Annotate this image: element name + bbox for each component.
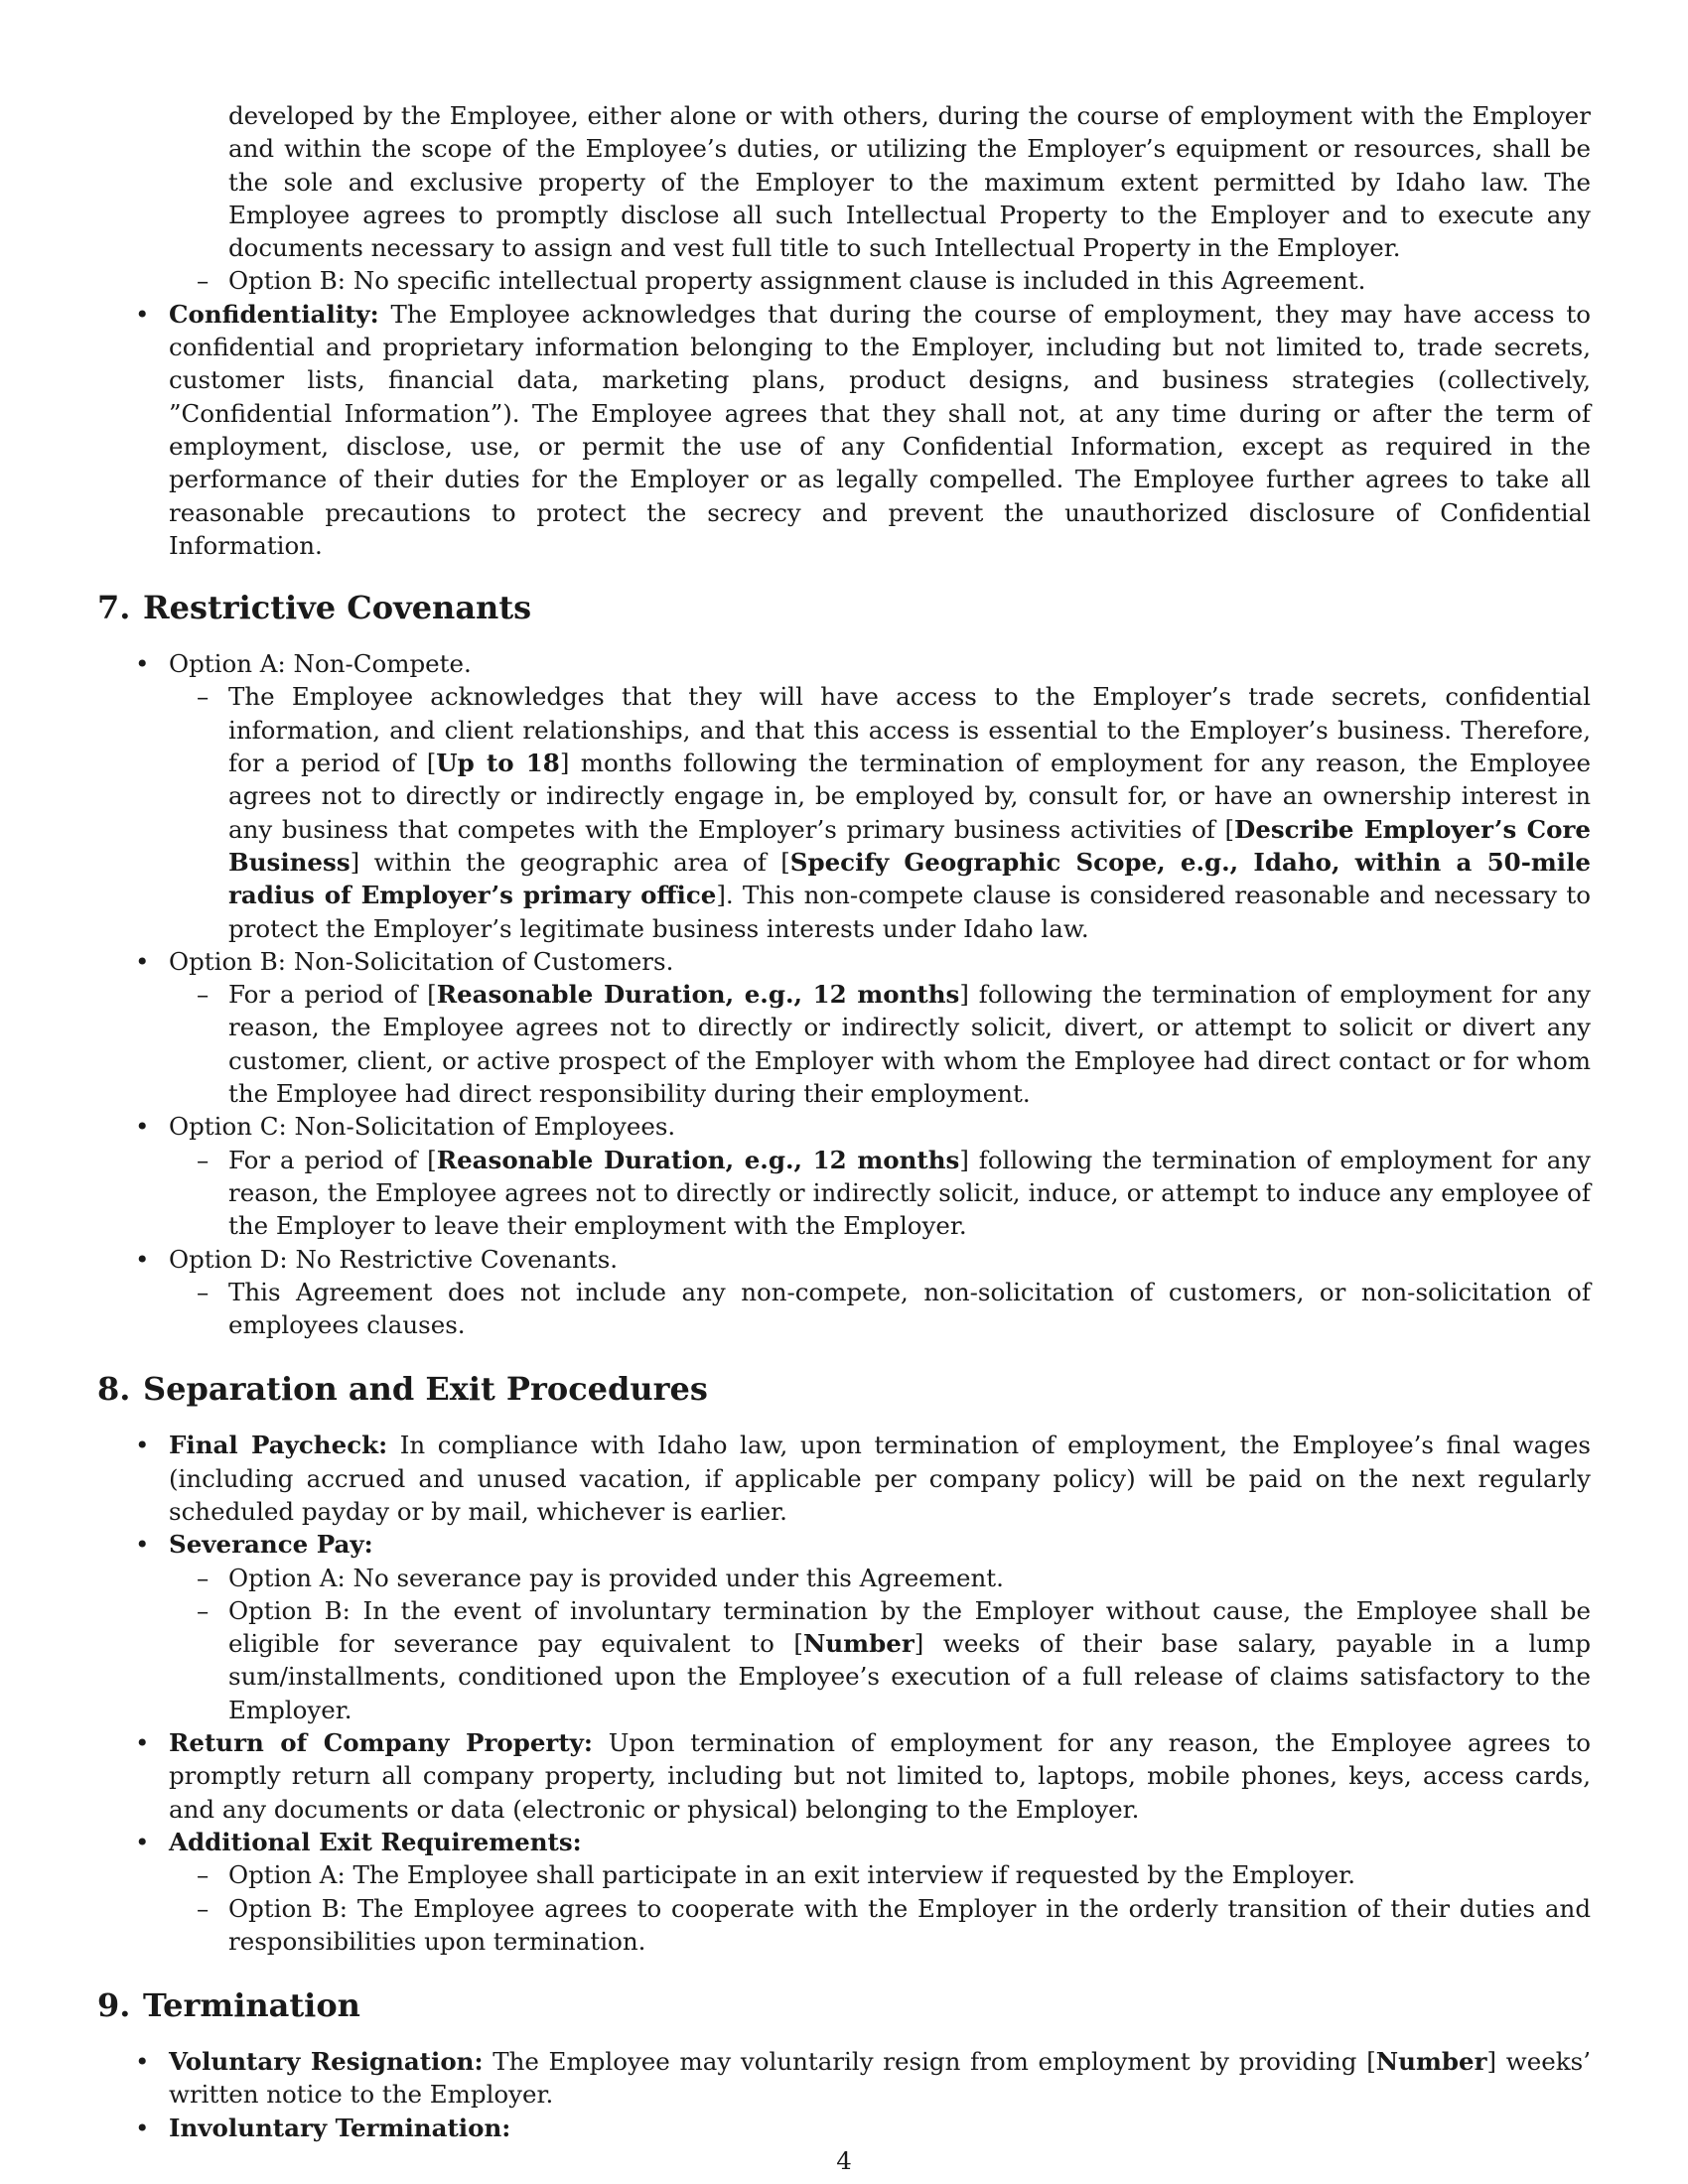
nonsolicit-employees-option: [97, 1110, 1591, 1143]
clause-text: Option B: The Employee agrees to cooperate with the Employer in the orderly transition of their duties and responsibilities upon termination.: [228, 1893, 1591, 1956]
ip-option-b: [97, 264, 1591, 297]
clause-text: ]. This non-compete clause is considered reasonable and necessary to protect the Employer’s legitimate business interests under Idaho law.: [228, 881, 1591, 943]
dash-marker: –: [197, 1893, 210, 1923]
dash-marker: –: [197, 1860, 210, 1890]
voluntary-resignation-item: [97, 2045, 1591, 2112]
confidentiality-label: Confidentiality:: [169, 299, 379, 329]
no-covenants-option: [97, 1243, 1591, 1276]
severance-option-b: [97, 1594, 1591, 1726]
clause-text: The Employee may voluntarily resign from employment by providing [: [483, 2047, 1376, 2077]
bullet-marker: •: [135, 649, 150, 679]
nonsolicit-customers-option: [97, 945, 1591, 978]
section-number: 8.: [97, 1370, 131, 1409]
document-page: [97, 99, 1591, 2144]
section-number: 7.: [97, 589, 131, 627]
page-number: 4: [836, 2146, 852, 2175]
noncompete-clause: [97, 680, 1591, 944]
voluntary-resignation-label: Voluntary Resignation:: [169, 2047, 484, 2077]
dash-marker: –: [197, 1277, 210, 1306]
option-label: Option C: Non-Solicitation of Employees.: [169, 1112, 676, 1142]
bullet-marker: •: [135, 1112, 150, 1142]
severance-item: [97, 1528, 1591, 1561]
section-heading-7: [97, 588, 1591, 627]
clause-text: For a period of [: [228, 1145, 437, 1174]
final-paycheck-label: Final Paycheck:: [169, 1431, 388, 1460]
nonsolicit-employees-clause: [97, 1144, 1591, 1243]
clause-text: ] weeks’ written notice to the Employer.: [169, 2047, 1591, 2110]
bullet-marker: •: [135, 299, 150, 329]
ip-option-a-continued: developed by the Employee, either alone or with others, during the course of employment with the Employer and within the scope of the Employee’s duties, or utilizing the Employer’s equipment or resources, shall be the sole and exclusive property of the Employer to the maximum extent permitted by Idaho law. The Employee agrees to promptly disclose all such Intellectual Property to the Employer and to execute any documents necessary to assign and vest full title to such Intellectual Property in the Employer.: [228, 101, 1591, 263]
involuntary-termination-item: [97, 2112, 1591, 2144]
section-title: Restrictive Covenants: [143, 589, 532, 627]
confidentiality-item: [97, 298, 1591, 562]
bullet-marker: •: [135, 1431, 150, 1460]
option-label: Option B: Non-Solicitation of Customers.: [169, 946, 674, 976]
bullet-marker: •: [135, 2113, 150, 2142]
section-title: Termination: [143, 1986, 360, 2025]
option-label: Option D: No Restrictive Covenants.: [169, 1244, 619, 1274]
clause-text: Option B: In the event of involuntary termination by the Employer without cause, the Employee shall be eligible for severance pay equivalent to [: [228, 1595, 1591, 1659]
dash-marker: –: [197, 1563, 210, 1592]
section-heading-8: [97, 1369, 1591, 1409]
severance-option-a: [97, 1562, 1591, 1594]
final-paycheck-text: In compliance with Idaho law, upon termination of employment, the Employee’s final wages (including accrued and unused vacation, if applicable per company policy) will be paid on the next regularly scheduled payday or by mail, whichever is earlier.: [169, 1431, 1591, 1526]
dash-marker: –: [197, 1595, 210, 1625]
placeholder-duration: Up to 18: [436, 749, 560, 778]
placeholder-duration: Reasonable Duration, e.g., 12 months: [436, 1145, 960, 1174]
ip-option-b-text: Option B: No specific intellectual property assignment clause is included in this Agreement.: [228, 266, 1366, 296]
exit-requirements-label: Additional Exit Requirements:: [169, 1827, 582, 1856]
involuntary-termination-label: Involuntary Termination:: [169, 2113, 511, 2142]
exit-requirements-item: [97, 1826, 1591, 1858]
dash-marker: –: [197, 682, 210, 712]
section-number: 9.: [97, 1986, 131, 2025]
placeholder-core-business: Describe Employer’s Core Business: [228, 814, 1592, 877]
option-label: Option A: Non-Compete.: [169, 649, 472, 679]
clause-text: ] weeks of their base salary, payable in a lump sum/installments, conditioned upon the Employee’s execution of a full release of claims satisfactory to the Employer.: [228, 1629, 1592, 1724]
placeholder-geographic-scope: Specify Geographic Scope, e.g., Idaho, within a 50-mile radius of Employer’s primary office: [228, 847, 1591, 910]
clause-text: ] following the termination of employment for any reason, the Employee agrees not to directly or indirectly solicit, divert, or attempt to solicit or divert any customer, client, or active prospect of the Employer with whom the Employee had direct contact or for whom the Employee had direct responsibility during their employment.: [228, 980, 1592, 1109]
clause-text: Option A: The Employee shall participate in an exit interview if requested by the Employer.: [228, 1860, 1355, 1890]
exit-option-a: [97, 1858, 1591, 1891]
no-covenants-clause: [97, 1276, 1591, 1342]
clause-text: For a period of [: [228, 980, 437, 1010]
section-title: Separation and Exit Procedures: [143, 1370, 708, 1409]
noncompete-option: [97, 647, 1591, 680]
confidentiality-text: The Employee acknowledges that during the course of employment, they may have access to confidential and proprietary information belonging to the Employer, including but not limited to, trade secrets, customer lists, financial data, marketing plans, product designs, and business strategies (collectively, ”Confidential Information”). The Employee agrees that they shall not, at any time during or after the term of employment, disclose, use, or permit the use of any Confidential Information, except as required in the performance of their duties for the Employer or as legally compelled. The Employee further agrees to take all reasonable precautions to protect the secrecy and prevent the unauthorized disclosure of Confidential Information.: [169, 299, 1591, 560]
return-property-label: Return of Company Property:: [169, 1728, 593, 1758]
final-paycheck-item: [97, 1429, 1591, 1528]
dash-marker: –: [197, 980, 210, 1010]
placeholder-number: Number: [1375, 2047, 1487, 2077]
bullet-marker: •: [135, 1728, 150, 1758]
clause-text: ] months following the termination of employment for any reason, the Employee agrees not to directly or indirectly engage in, be employed by, consult for, or have an ownership interest in any business that competes with the Employer’s primary business activities of [: [228, 749, 1591, 844]
placeholder-duration: Reasonable Duration, e.g., 12 months: [436, 980, 960, 1010]
bullet-marker: •: [135, 2047, 150, 2077]
clause-text: This Agreement does not include any non-compete, non-solicitation of customers, or non-solicitation of employees clauses.: [228, 1277, 1591, 1340]
severance-label: Severance Pay:: [169, 1530, 373, 1560]
placeholder-number: Number: [802, 1629, 914, 1659]
bullet-marker: •: [135, 946, 150, 976]
clause-text: ] following the termination of employment for any reason, the Employee agrees not to directly or indirectly solicit, induce, or attempt to induce any employee of the Employer to leave their employment with the Employer.: [228, 1145, 1592, 1241]
bullet-marker: •: [135, 1827, 150, 1856]
exit-option-b: [97, 1892, 1591, 1959]
nonsolicit-customers-clause: [97, 978, 1591, 1110]
bullet-marker: •: [135, 1530, 150, 1560]
return-property-text: Upon termination of employment for any reason, the Employee agrees to promptly return all company property, including but not limited to, laptops, mobile phones, keys, access cards, and any documents or data (electronic or physical) belonging to the Employer.: [169, 1728, 1591, 1824]
clause-text: Option A: No severance pay is provided under this Agreement.: [228, 1563, 1004, 1592]
return-property-item: [97, 1726, 1591, 1826]
section-heading-9: [97, 1985, 1591, 2025]
clause-text: The Employee acknowledges that they will have access to the Employer’s trade secrets, confidential information, and client relationships, and that this access is essential to the Employer’s business. Therefore, for a period of [: [228, 682, 1591, 778]
dash-marker: –: [197, 1145, 210, 1174]
clause-text: ] within the geographic area of [: [350, 847, 790, 877]
dash-marker: –: [197, 266, 210, 296]
bullet-marker: •: [135, 1244, 150, 1274]
